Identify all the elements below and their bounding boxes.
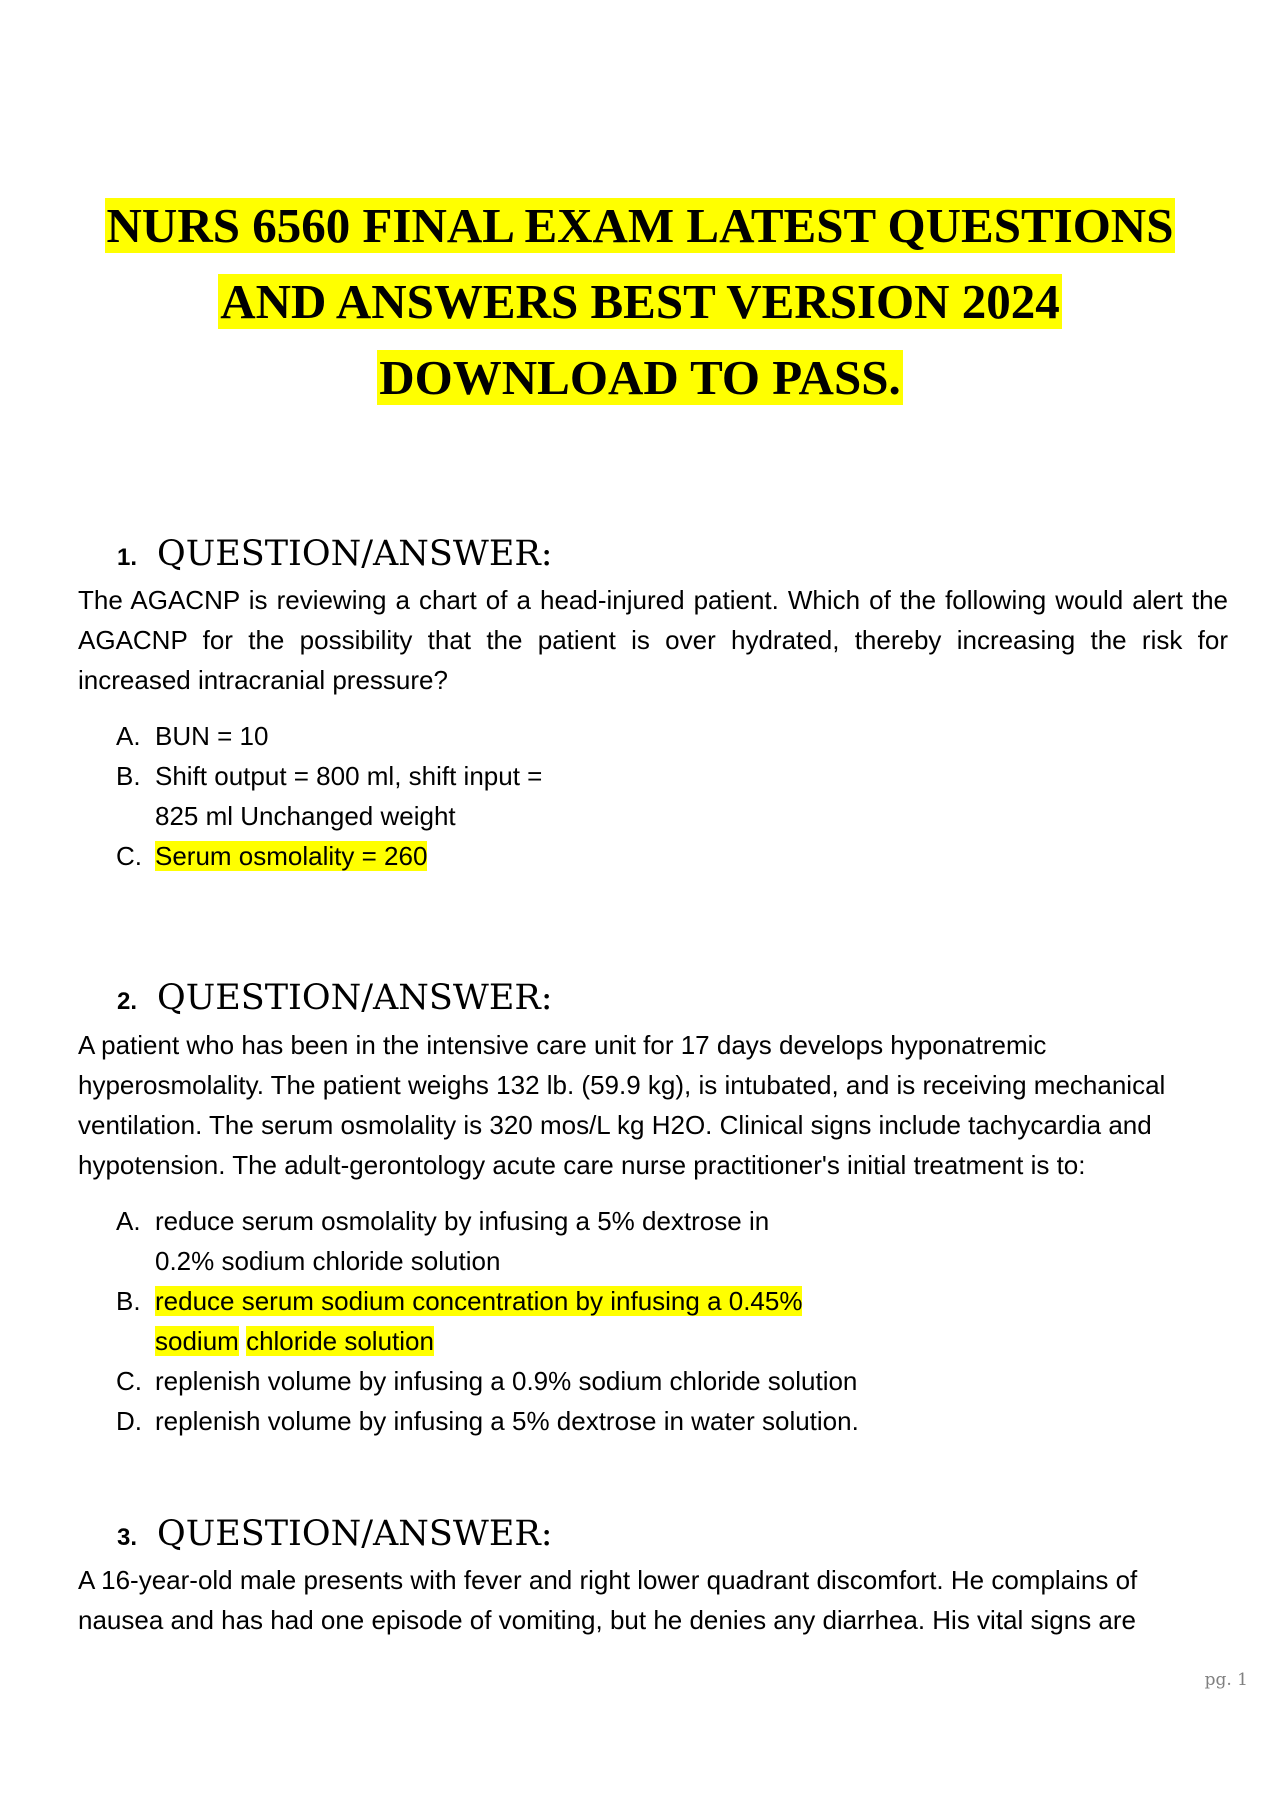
title-line-1: NURS 6560 FINAL EXAM LATEST QUESTIONS <box>106 198 1174 253</box>
option-text-highlighted-line-1: reduce serum sodium concentration by infusing a 0.45% <box>155 1286 803 1316</box>
option-text: BUN = 10 <box>155 721 269 751</box>
option-text-line-1: Shift output = 800 ml, shift input = <box>155 761 543 791</box>
question-3-heading <box>117 1512 553 1560</box>
question-3-heading-text: QUESTION/ANSWER: <box>157 1514 553 1554</box>
question-1-text: The AGACNP is reviewing a chart of a head-injured patient. Which of the following would alert the AGACNP for the possibility that the patient is over hydrated, thereby increasing the risk for increased intracranial pressure? <box>78 585 1228 695</box>
option-item <box>116 756 1116 836</box>
option-text-line-2: 0.2% sodium chloride solution <box>155 1246 501 1276</box>
question-3-text-line-1: A 16-year-old male presents with fever and right lower quadrant discomfort. He complains of <box>78 1565 1138 1595</box>
title-line-2: AND ANSWERS BEST VERSION 2024 <box>220 274 1060 329</box>
question-2-text: A patient who has been in the intensive care unit for 17 days develops hyponatremic hyperosmolality. The patient weighs 132 lb. (59.9 kg), is intubated, and is receiving mechanical ventilation. The serum osmolality is 320 mos/L kg H2O. Clinical signs include tachycardia and hypotension. The adult-gerontology acute care nurse practitioner's initial treatment is to: <box>78 1030 1166 1180</box>
option-text-highlighted: Serum osmolality = 260 <box>155 841 428 871</box>
option-item-answer <box>116 836 1116 876</box>
page-number: pg. 1 <box>1204 1670 1248 1690</box>
option-text-line-2: 825 ml Unchanged weight <box>155 801 456 831</box>
question-1-heading <box>117 532 553 580</box>
question-2-options <box>116 1201 1116 1441</box>
question-3-text-line-2: nausea and has had one episode of vomiting, but he denies any diarrhea. His vital signs are <box>78 1605 1137 1635</box>
option-item <box>116 1401 1116 1441</box>
question-1-number: 1. <box>117 544 138 571</box>
option-item-answer <box>116 1281 1116 1361</box>
question-1-options <box>116 716 1116 876</box>
option-letter: C. <box>116 841 142 871</box>
question-2-number: 2. <box>117 988 138 1015</box>
option-text: replenish volume by infusing a 0.9% sodium chloride solution <box>155 1366 858 1396</box>
question-2-heading-text: QUESTION/ANSWER: <box>157 978 553 1018</box>
option-letter: A. <box>116 1206 141 1236</box>
question-3-text <box>78 1560 1228 1640</box>
option-text-line-1: reduce serum osmolality by infusing a 5% dextrose in <box>155 1206 770 1236</box>
option-letter: B. <box>116 1286 141 1316</box>
option-letter: B. <box>116 761 141 791</box>
option-item <box>116 716 1116 756</box>
option-item <box>116 1361 1116 1401</box>
option-text: replenish volume by infusing a 5% dextrose in water solution. <box>155 1406 859 1436</box>
option-text-highlighted-line-2b: chloride solution <box>246 1326 434 1356</box>
document-title <box>90 188 1190 416</box>
question-1-heading-text: QUESTION/ANSWER: <box>157 534 553 574</box>
option-letter: D. <box>116 1406 142 1436</box>
option-letter: A. <box>116 721 141 751</box>
option-letter: C. <box>116 1366 142 1396</box>
question-3-number: 3. <box>117 1524 138 1551</box>
option-item <box>116 1201 1116 1281</box>
option-text-highlighted-line-2a: sodium <box>155 1326 239 1356</box>
title-line-3: DOWNLOAD TO PASS. <box>379 350 901 405</box>
question-2-heading <box>117 976 553 1024</box>
